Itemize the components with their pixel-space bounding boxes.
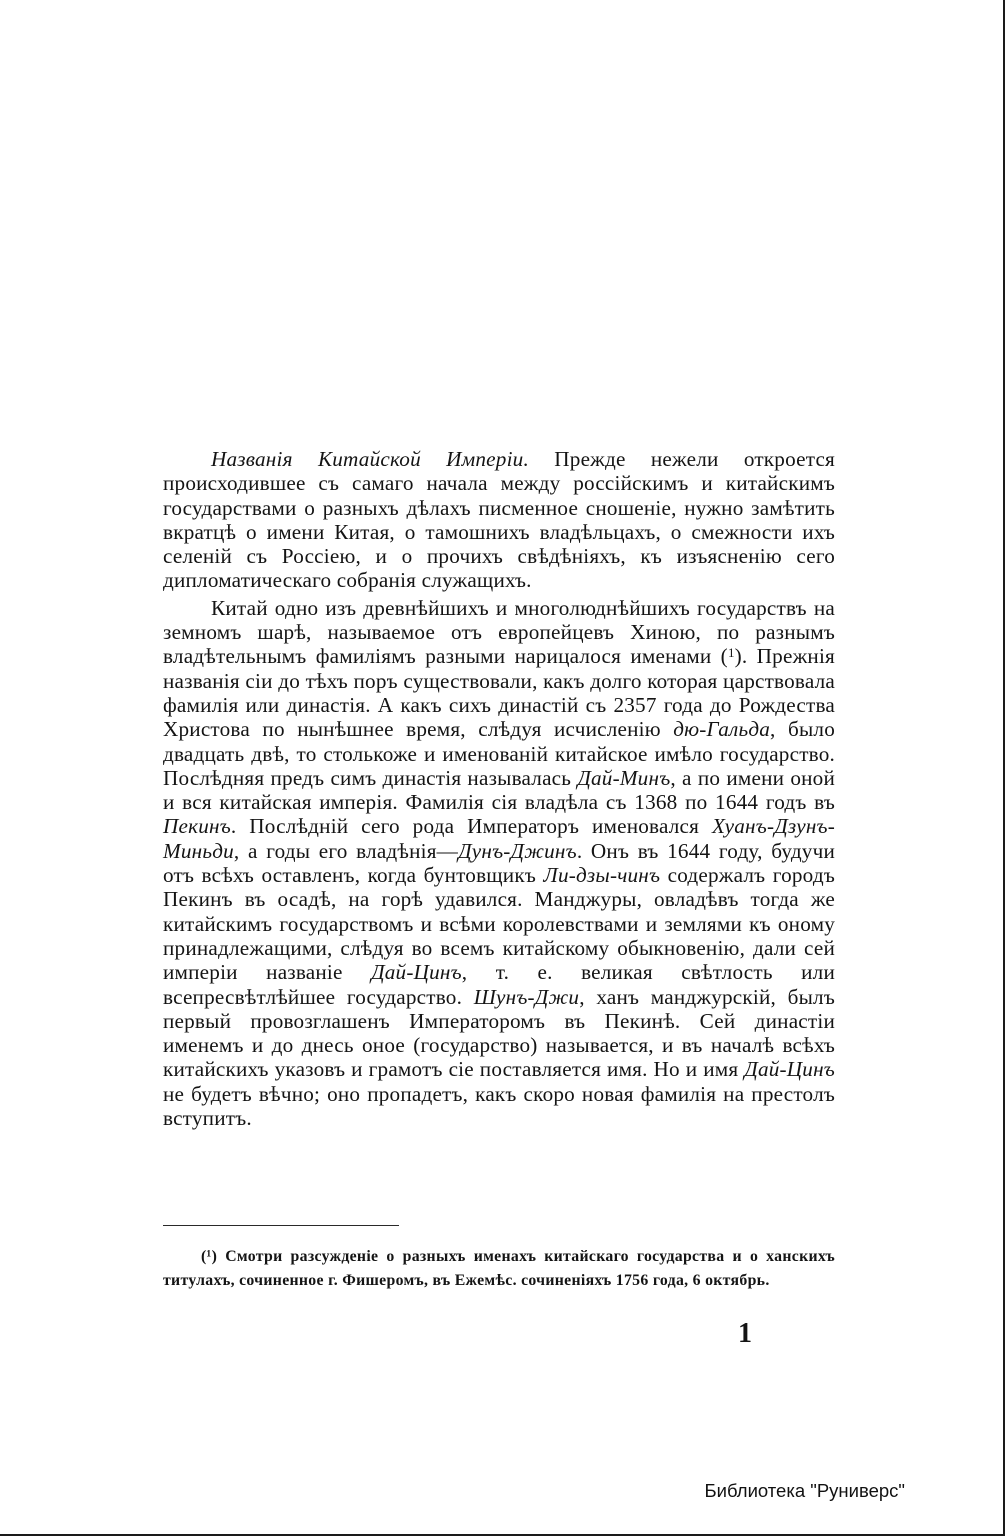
text-run: . Послѣдній сего рода Императоръ именовался xyxy=(230,814,712,839)
italic-name: Пекинъ xyxy=(163,814,231,839)
italic-name: Ли-дзы-чинъ xyxy=(543,863,661,888)
italic-name: Шунъ-Джи xyxy=(473,984,580,1009)
text-run: ). Прежнія названія сіи до тѣхъ поръ существовали, какъ долго которая царствовала фамилія или династія. А какъ сихъ династій съ 2357 года до Рождества Христова по нынѣшнее время, слѣдуя исчисленію xyxy=(163,644,835,742)
italic-name: Хуанъ-Дзунъ-Миньди xyxy=(163,814,835,863)
footnote-ref: 1 xyxy=(727,645,735,661)
paragraph-2 xyxy=(163,596,835,1131)
italic-name: Дай-Цинъ xyxy=(371,960,462,985)
text-run: , т. е. великая свѣтлость или всепресвѣтлѣйшее государство. xyxy=(163,960,835,1009)
footnote-marker: (¹) xyxy=(201,1248,218,1265)
paragraph-1 xyxy=(163,447,835,593)
paragraph-1-text: Прежде нежели откроется происходившее съ самаго начала между россійскимъ и китайскимъ государствами о разныхъ дѣлахъ писменное сношеніе, нужно замѣтить вкратцѣ о имени Китая, о тамошнихъ владѣльцахъ, о смежности ихъ селеній съ Россіею, и о прочихъ свѣдѣніяхъ, къ изъясненію сего дипломатическаго собранія служащихъ. xyxy=(163,447,836,593)
page-number: 1 xyxy=(738,1318,752,1349)
text-run: , ханъ манджурскій, былъ первый провозглашенъ Императоромъ въ Пекинѣ. Сей династіи именемъ и до днесь оное (государство) называется, и въ началѣ всѣхъ китайскихъ указовъ и грамотъ сіе поставляется имя. Но и имя xyxy=(163,984,835,1082)
italic-name: Дай-Цинъ xyxy=(744,1057,835,1082)
text-run: . Онъ въ 1644 году, будучи отъ всѣхъ оставленъ, когда бунтовщикъ xyxy=(163,838,835,888)
italic-name: Дунъ-Джинъ xyxy=(458,838,577,863)
italic-name: дю-Гальда xyxy=(673,717,771,742)
text-run: не будетъ вѣчно; оно пропадетъ, какъ скоро новая фамилія на престолъ вступитъ. xyxy=(163,1081,835,1131)
text-run: Китай одно изъ древнѣйшихъ и многолюднѣйшихъ государствъ на земномъ шарѣ, называемое отъ европейцевъ Хиною, по разнымъ владѣтельнымъ фамиліямъ разными нарицалося именами ( xyxy=(163,595,835,669)
text-run: содержалъ городъ Пекинъ въ осадѣ, на горѣ удавился. Манджуры, овладѣвъ тогда же китайскимъ государствомъ и всѣми королевствами и землями къ оному принадлежащими, слѣдуя во всемъ китайскому обыкновенію, дали сей имперіи названіе xyxy=(163,863,835,985)
library-label: Библиотека "Руниверс" xyxy=(704,1480,905,1501)
main-text xyxy=(163,447,835,1130)
italic-name: Дай-Минъ xyxy=(577,765,671,790)
footnote-text: Смотри разсужденіе о разныхъ именахъ китайскаго государства и о ханскихъ титулахъ, сочиненное г. Фишеромъ, въ Ежемѣс. сочиненіяхъ 1756 года, 6 октябрь. xyxy=(163,1248,835,1289)
text-run: , было двадцать двѣ, то столькоже и именованій китайское имѣло государство. Послѣдняя предъ симъ династія называлась xyxy=(163,717,835,790)
text-run: , а по имени оной и вся китайская имперія. Фамилія сія владѣла съ 1368 по 1644 годъ въ xyxy=(163,765,835,815)
footnote-divider xyxy=(163,1225,399,1226)
text-run: , а годы его владѣнія— xyxy=(233,838,459,863)
section-title: Названія Китайской Имперіи. xyxy=(211,447,529,471)
footnote xyxy=(163,1245,835,1293)
